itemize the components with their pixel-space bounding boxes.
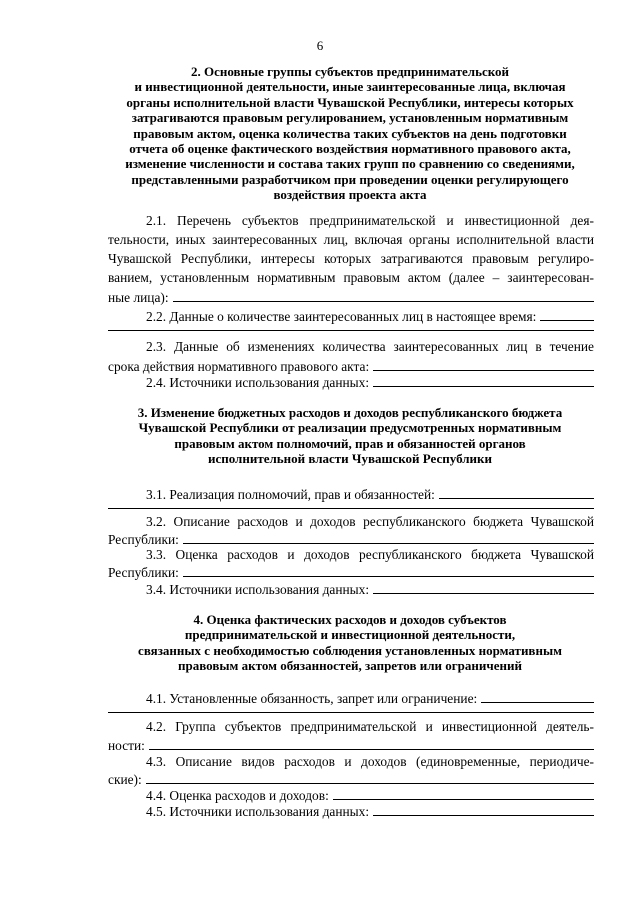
blank-fill-line[interactable] [373, 373, 594, 387]
blank-fill-line[interactable] [373, 580, 594, 594]
heading-line: 3. Изменение бюджетных расходов и доходов республиканского бюджета [137, 405, 563, 420]
section-3-heading [100, 405, 600, 467]
heading-line: 2. Основные группы субъектов предпринимательской [190, 64, 510, 79]
item-2-1-line-4: ванием, установленным нормативным правовым актом (далее – заинтересован- [108, 270, 594, 285]
blank-fill-line[interactable] [373, 357, 594, 371]
blank-fill-line[interactable] [540, 307, 594, 321]
item-3-1-field [146, 485, 594, 504]
item-2-1-line-3: Чувашской Республики, интересы которых затрагиваются правовым регулиро- [108, 251, 594, 266]
heading-line: правовым актом обязанностей, запретов или ограничений [178, 658, 522, 674]
field-label: 3.4. Источники использования данных: [146, 582, 370, 597]
heading-line: 4. Оценка фактических расходов и доходов субъектов [193, 612, 507, 627]
blank-fill-line[interactable] [481, 689, 594, 703]
blank-fill-line[interactable] [439, 485, 594, 499]
field-label: Республики: [108, 565, 179, 580]
heading-line: исполнительной власти Чувашской Республики [207, 451, 493, 467]
heading-line: правовым актом, оценка количества таких субъектов на день подготовки [133, 125, 567, 141]
blank-fill-line[interactable] [146, 770, 594, 784]
field-label: срока действия нормативного правового акта: [108, 359, 370, 374]
heading-line: и инвестиционной деятельности, иные заинтересованные лица, включая [134, 79, 566, 95]
heading-line: Чувашской Республики от реализации предусмотренных нормативным [138, 420, 562, 436]
blank-fill-line[interactable] [183, 530, 594, 544]
blank-fill-line[interactable] [108, 508, 594, 509]
item-3-4-field [146, 580, 594, 599]
item-2-1-line-1: 2.1. Перечень субъектов предпринимательской и инвестиционной дея- [146, 213, 594, 228]
heading-line: органы исполнительной власти Чувашской Республики, интересы которых [126, 94, 574, 110]
section-4-heading [100, 612, 600, 674]
section-2-heading [100, 64, 600, 203]
heading-line: изменение численности и состава таких групп по сравнению со сведениями, [125, 156, 575, 172]
blank-fill-line[interactable] [173, 288, 594, 302]
blank-fill-line[interactable] [108, 330, 594, 331]
item-3-3-line-1: 3.3. Оценка расходов и доходов республиканского бюджета Чувашской [146, 547, 594, 562]
field-label: 2.2. Данные о количестве заинтересованных лиц в настоящее время: [146, 309, 537, 324]
field-label: 2.4. Источники использования данных: [146, 375, 370, 390]
blank-fill-line[interactable] [333, 786, 594, 800]
heading-line: предпринимательской и инвестиционной деятельности, [184, 627, 516, 643]
field-label: 4.1. Установленные обязанность, запрет или ограничение: [146, 691, 478, 706]
item-4-3-line-1: 4.3. Описание видов расходов и доходов (единовременные, периодиче- [146, 754, 594, 769]
field-label: ности: [108, 738, 145, 753]
item-2-4-field [146, 373, 594, 392]
heading-line: представленными разработчиком при проведении оценки регулирующего [131, 171, 569, 187]
blank-fill-line[interactable] [149, 736, 594, 750]
page-number: 6 [316, 38, 324, 53]
item-2-3-line-1: 2.3. Данные об изменениях количества заинтересованных лиц в течение [146, 339, 594, 354]
item-2-2-field [146, 307, 594, 326]
blank-fill-line[interactable] [373, 802, 594, 816]
field-label: 4.5. Источники использования данных: [146, 804, 370, 819]
blank-fill-line[interactable] [183, 563, 594, 577]
heading-line: отчета об оценке фактического воздействия нормативного правового акта, [129, 141, 571, 157]
item-2-1-line-2: тельности, иных заинтересованных лиц, включая органы исполнительной власти [108, 232, 594, 247]
item-4-1-field [146, 689, 594, 708]
heading-line: связанных с необходимостью соблюдения установленных нормативным [138, 642, 562, 658]
field-label: ские): [108, 772, 142, 787]
item-4-2-line-1: 4.2. Группа субъектов предпринимательской и инвестиционной деятель- [146, 719, 594, 734]
heading-line: затрагиваются правовым регулированием, установленным нормативным [131, 110, 569, 126]
field-label: 4.4. Оценка расходов и доходов: [146, 788, 329, 803]
item-3-2-line-1: 3.2. Описание расходов и доходов республиканского бюджета Чувашской [146, 514, 594, 529]
heading-line: правовым актом полномочий, прав и обязанностей органов [174, 435, 526, 451]
field-label: 3.1. Реализация полномочий, прав и обязанностей: [146, 487, 435, 502]
field-label: Республики: [108, 532, 179, 547]
field-label: ные лица): [108, 290, 169, 305]
item-2-1-field [108, 288, 594, 307]
item-4-5-field [146, 802, 594, 821]
heading-line: воздействия проекта акта [273, 187, 427, 203]
blank-fill-line[interactable] [108, 712, 594, 713]
